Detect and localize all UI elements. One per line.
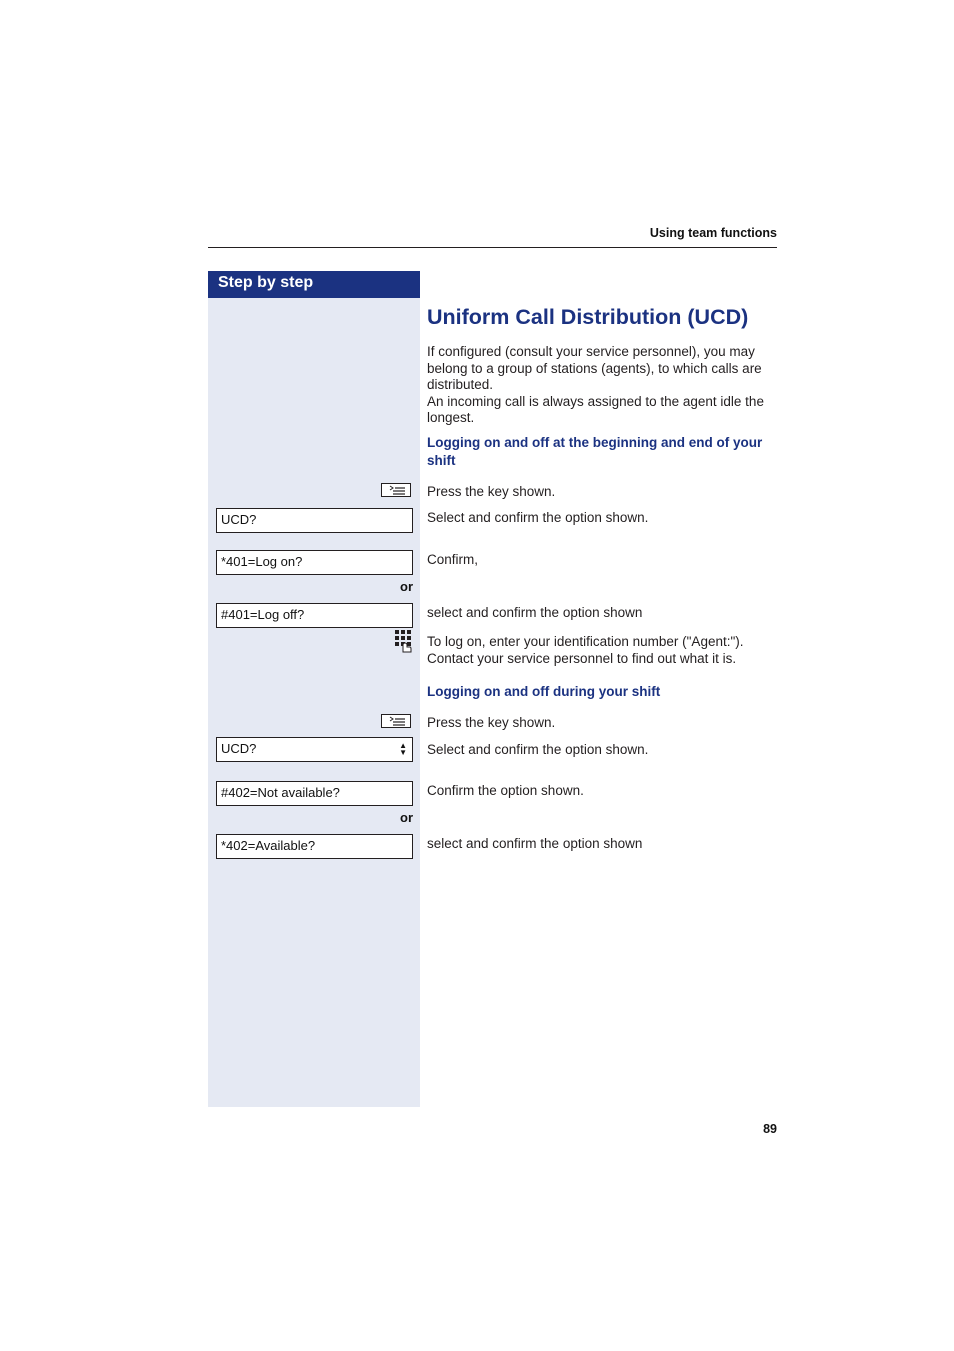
step-select-ucd: Select and confirm the option shown. — [427, 510, 649, 525]
step-press-key-2: Press the key shown. — [427, 715, 556, 730]
display-option-available[interactable]: *402=Available? — [216, 834, 413, 859]
display-option-ucd-2[interactable] — [216, 737, 413, 762]
display-option-log-off[interactable]: #401=Log off? — [216, 603, 413, 628]
page-title: Uniform Call Distribution (UCD) — [427, 305, 749, 329]
step-select-ucd-2: Select and confirm the option shown. — [427, 742, 649, 757]
program-menu-key-icon — [381, 714, 411, 728]
intro-line-1: If configured (consult your service personnel), you may belong to a group of stations (agents), to which calls are distributed. — [427, 344, 762, 392]
display-option-not-available[interactable]: #402=Not available? — [216, 781, 413, 806]
or-label: or — [400, 579, 413, 594]
intro-paragraph — [427, 344, 779, 427]
program-menu-key-icon — [381, 483, 411, 497]
display-option-ucd-2-label: UCD? — [221, 741, 257, 756]
intro-line-2: An incoming call is always assigned to the agent idle the longest. — [427, 393, 764, 425]
step-enter-id — [427, 634, 779, 667]
step-enter-id-line-1: To log on, enter your identification number ("Agent:"). — [427, 634, 744, 649]
page-number: 89 — [763, 1122, 777, 1136]
display-option-log-on[interactable]: *401=Log on? — [216, 550, 413, 575]
step-select-available: select and confirm the option shown — [427, 836, 643, 851]
section-heading-1: Logging on and off at the beginning and end of your shift — [427, 435, 763, 468]
or-label-2: or — [400, 810, 413, 825]
step-enter-id-line-2: Contact your service personnel to find out what it is. — [427, 650, 737, 666]
running-header: Using team functions — [649, 226, 777, 240]
step-press-key: Press the key shown. — [427, 484, 556, 499]
step-sidebar — [208, 271, 420, 1107]
sidebar-title: Step by step — [208, 271, 420, 298]
section-heading-2: Logging on and off during your shift — [427, 684, 661, 699]
header-rule — [208, 247, 777, 248]
step-select-log-off: select and confirm the option shown — [427, 605, 643, 620]
up-down-arrows-icon: ▲ ▼ — [399, 741, 407, 757]
display-option-ucd[interactable]: UCD? — [216, 508, 413, 533]
step-confirm-not-available: Confirm the option shown. — [427, 783, 584, 798]
step-confirm-log-on: Confirm, — [427, 552, 479, 567]
keypad-icon — [394, 629, 412, 653]
